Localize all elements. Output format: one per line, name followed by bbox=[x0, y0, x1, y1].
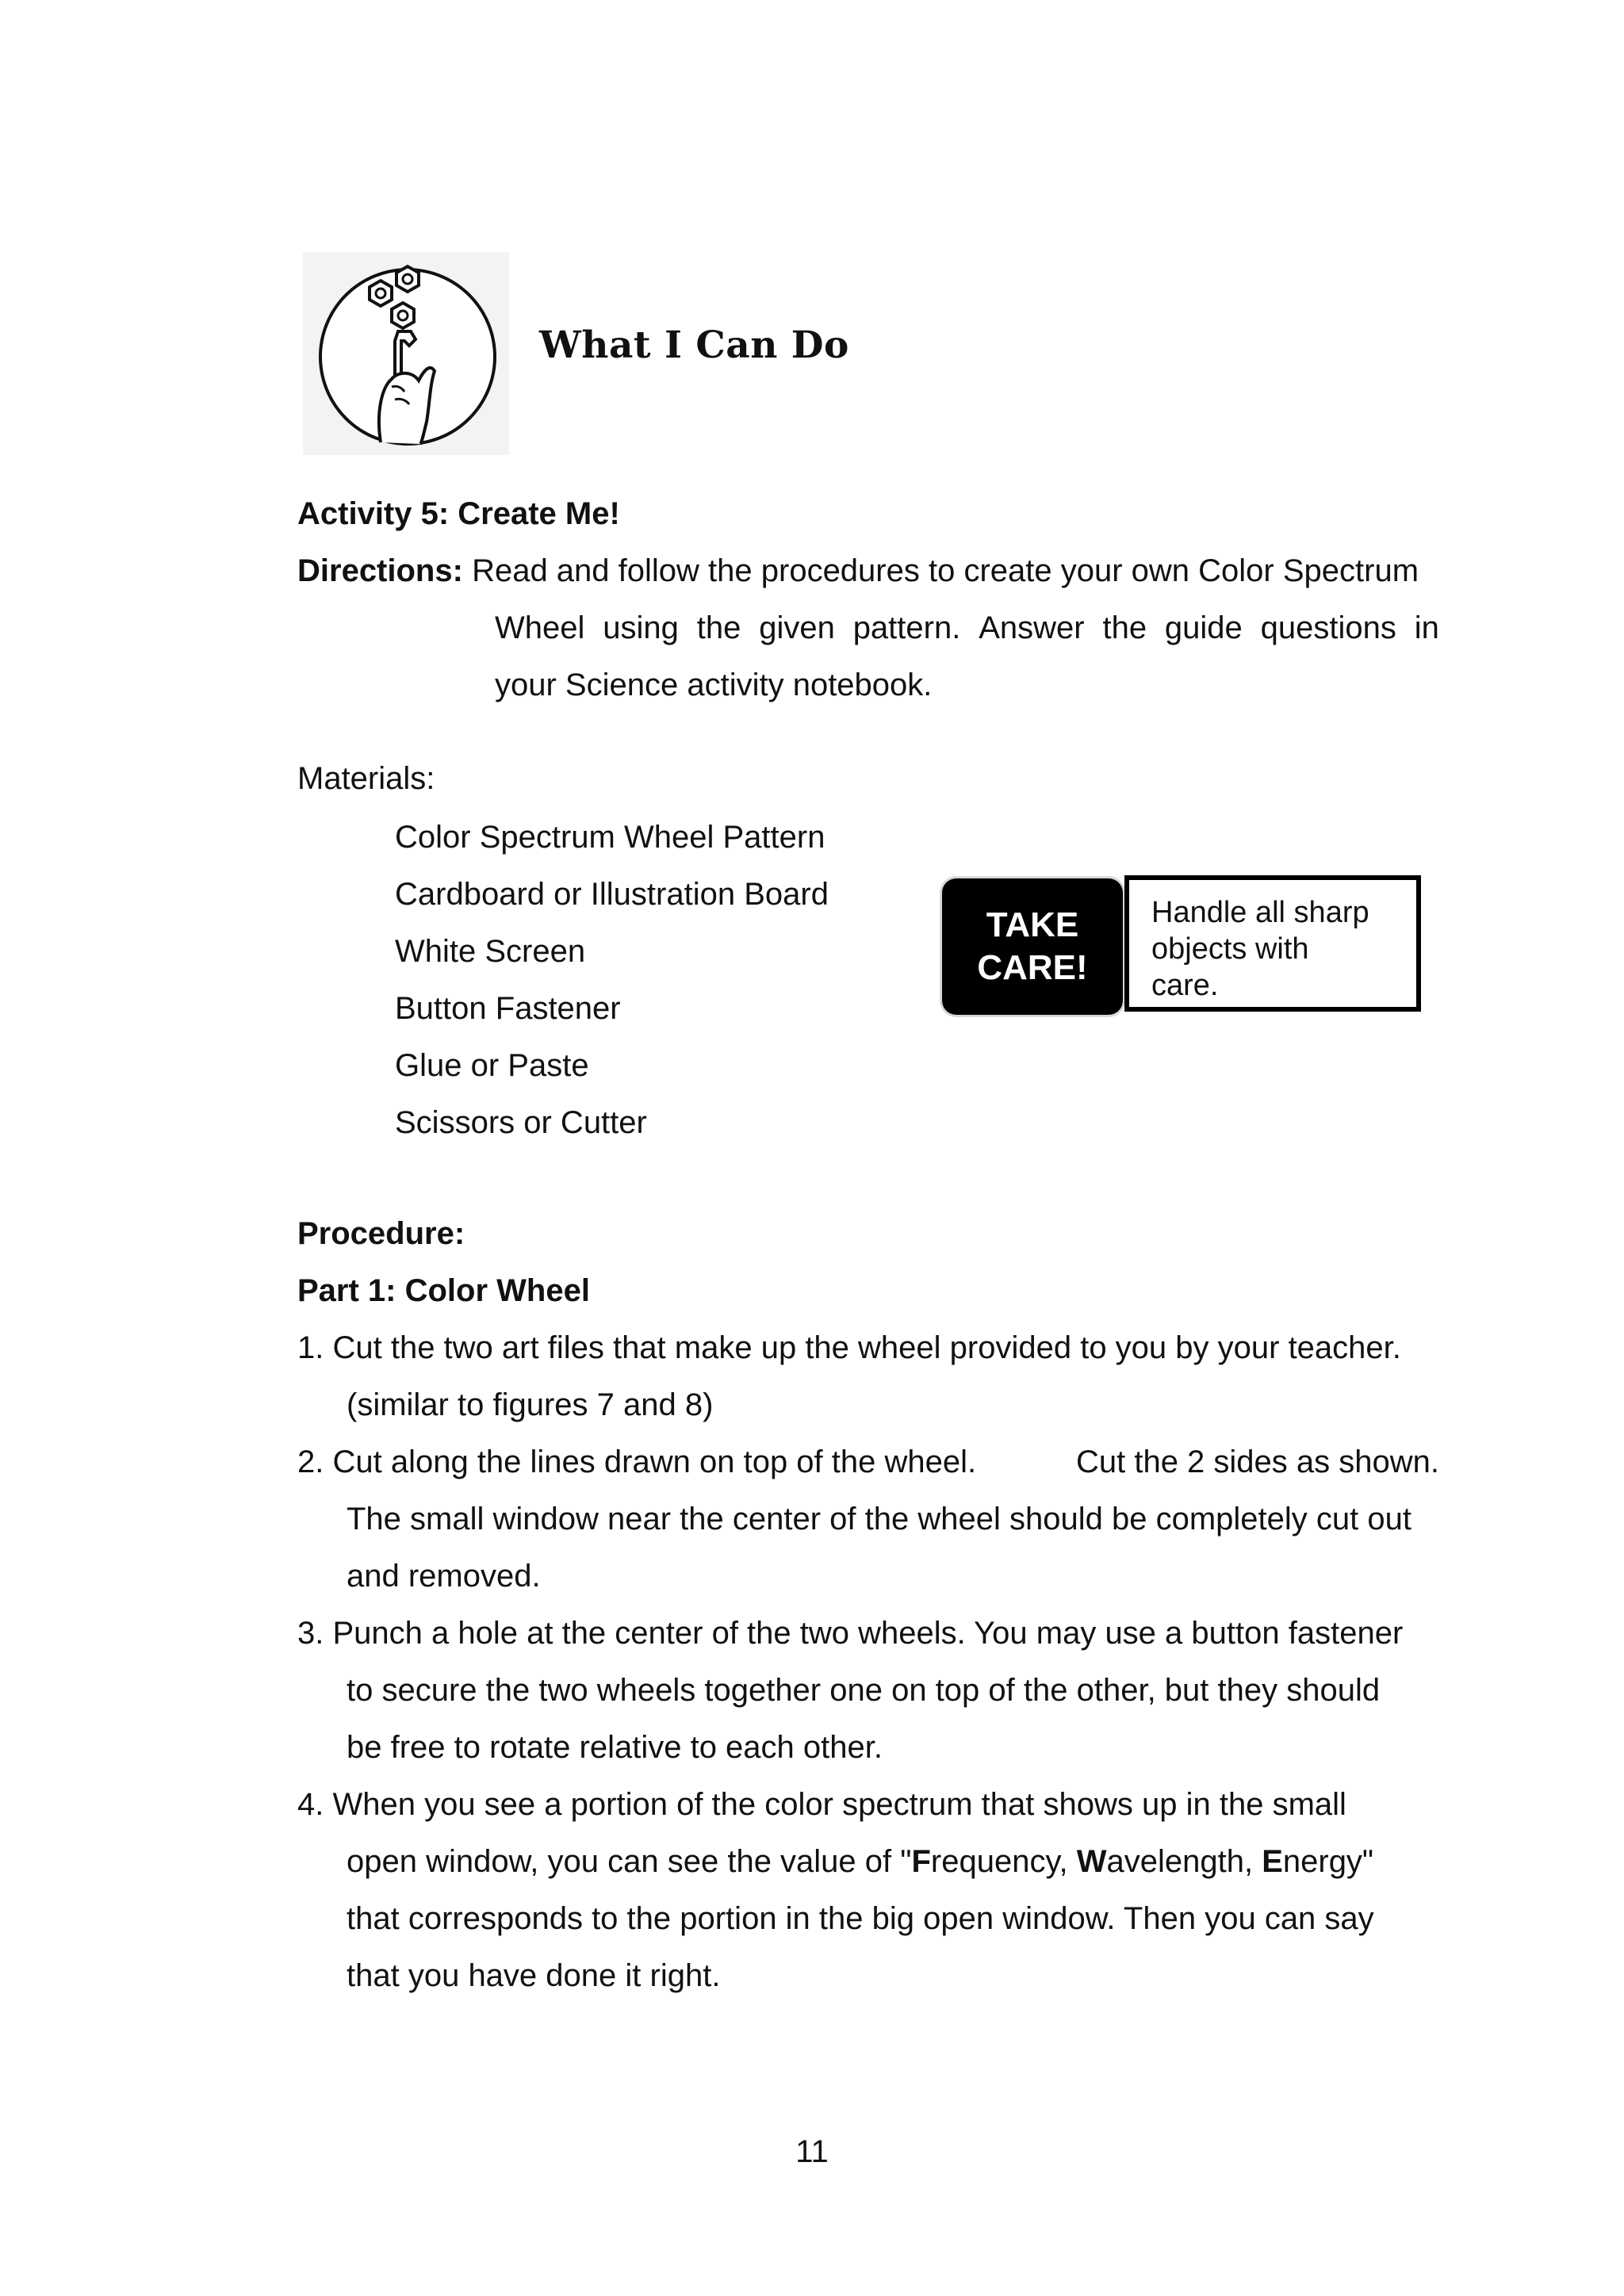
directions-word: guide bbox=[1164, 610, 1243, 645]
material-item: Color Spectrum Wheel Pattern bbox=[395, 820, 825, 855]
step-2-part-a: 2. Cut along the lines drawn on top of the wheel. bbox=[297, 1445, 977, 1479]
materials-label: Materials: bbox=[297, 761, 435, 796]
material-item: White Screen bbox=[395, 934, 586, 969]
take-care-line-1: TAKE bbox=[986, 905, 1079, 944]
step-3-line-1: 3. Punch a hole at the center of the two wheels. You may use a button fastener bbox=[297, 1616, 1404, 1651]
step-4-line-2 bbox=[347, 1833, 1439, 1890]
step-3-line-2: to secure the two wheels together one on top of the other, but they should bbox=[347, 1673, 1381, 1708]
materials-list bbox=[395, 809, 829, 1151]
material-item: Button Fastener bbox=[395, 991, 621, 1026]
page-number: 11 bbox=[795, 2134, 829, 2169]
caution-note bbox=[1124, 875, 1421, 1012]
material-item: Glue or Paste bbox=[395, 1048, 589, 1083]
directions-line-2 bbox=[495, 599, 1439, 656]
take-care-badge bbox=[942, 878, 1123, 1015]
step-3-line-3: be free to rotate relative to each other. bbox=[347, 1730, 883, 1765]
step-4-bold-e: E bbox=[1262, 1844, 1283, 1879]
directions-line-1 bbox=[297, 542, 1439, 599]
directions-line-3: your Science activity notebook. bbox=[495, 668, 933, 702]
directions-word: Answer bbox=[979, 610, 1085, 645]
step-4-line-4: that you have done it right. bbox=[347, 1958, 721, 1993]
caution-note-line-1: Handle all sharp bbox=[1151, 896, 1369, 929]
hand-holding-wrench-and-nuts-icon bbox=[303, 252, 509, 455]
step-4-line-3: that corresponds to the portion in the big open window. Then you can say bbox=[347, 1901, 1374, 1936]
directions-word: pattern. bbox=[852, 610, 961, 645]
caution-note-line-2: objects with bbox=[1151, 932, 1309, 966]
step-2-line-2: The small window near the center of the wheel should be completely cut out bbox=[347, 1502, 1411, 1536]
step-4-text: avelength, bbox=[1106, 1844, 1262, 1879]
step-4-text: nergy" bbox=[1282, 1844, 1374, 1879]
step-2-line-1 bbox=[297, 1433, 1439, 1490]
step-4-text: open window, you can see the value of " bbox=[347, 1844, 912, 1879]
caution-note-line-3: care. bbox=[1151, 969, 1219, 1002]
step-4-bold-w: W bbox=[1076, 1844, 1107, 1879]
procedure-steps bbox=[297, 1319, 1439, 2004]
step-1-line-2: (similar to figures 7 and 8) bbox=[347, 1387, 714, 1422]
step-4-line-1: 4. When you see a portion of the color spectrum that shows up in the small bbox=[297, 1787, 1346, 1822]
step-1-line-1: 1. Cut the two art files that make up the wheel provided to you by your teacher. bbox=[297, 1330, 1401, 1365]
step-4-bold-f: F bbox=[911, 1844, 931, 1879]
directions-word: the bbox=[1102, 610, 1147, 645]
procedure-label: Procedure: bbox=[297, 1216, 465, 1251]
directions-label: Directions: bbox=[297, 553, 463, 588]
activity-title: Activity 5: Create Me! bbox=[297, 496, 620, 531]
directions-word: questions bbox=[1260, 610, 1396, 645]
part-title: Part 1: Color Wheel bbox=[297, 1273, 590, 1308]
step-2-line-3: and removed. bbox=[347, 1559, 541, 1594]
step-2-part-b: Cut the 2 sides as shown. bbox=[1075, 1445, 1439, 1479]
material-item: Cardboard or Illustration Board bbox=[395, 877, 829, 912]
take-care-line-2: CARE! bbox=[977, 948, 1088, 987]
material-item: Scissors or Cutter bbox=[395, 1105, 647, 1140]
section-title: What I Can Do bbox=[539, 323, 849, 367]
directions-word: in bbox=[1414, 610, 1439, 645]
step-4-text: requency, bbox=[930, 1844, 1077, 1879]
directions-word: given bbox=[759, 610, 835, 645]
directions-word: the bbox=[696, 610, 741, 645]
directions-text-1: Read and follow the procedures to create your own Color Spectrum bbox=[472, 553, 1419, 588]
directions-word: using bbox=[603, 610, 679, 645]
directions-word: Wheel bbox=[495, 610, 585, 645]
